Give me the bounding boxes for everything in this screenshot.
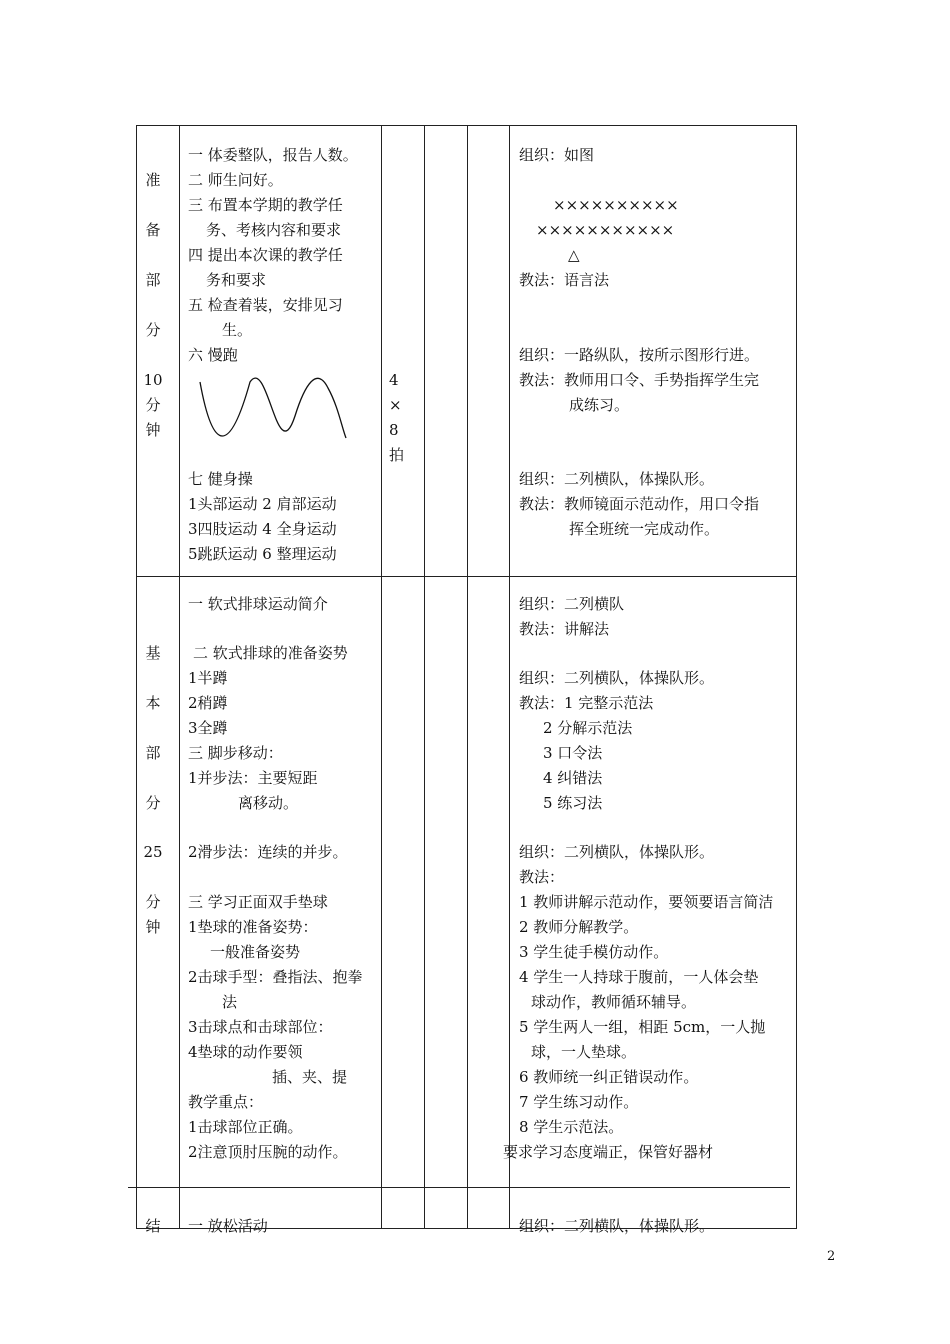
basic-content-line: 1并步法：主要短距 [188,769,318,787]
col-line-5 [509,125,510,1229]
col-line-3 [424,125,425,1229]
prep-method-line: 挥全班统一完成动作。 [569,520,720,538]
basic-duration-number: 25 [143,843,163,861]
prep-content-line: 5跳跃运动 6 整理运动 [188,545,337,563]
end-label: 结 [145,1217,161,1235]
basic-content-line: 2击球手型：叠指法、抱拳 [188,968,363,986]
basic-content-line: 教学重点： [188,1093,264,1111]
prep-duration-unit-1: 分 [145,396,161,414]
basic-content-line: 三 学习正面双手垫球 [188,893,328,911]
basic-method-line: 6 教师统一纠正错误动作。 [519,1068,699,1086]
prep-content-line: 务和要求 [206,271,267,289]
basic-method-line: 3 口令法 [543,744,603,762]
basic-duration-unit-2: 钟 [145,918,161,936]
prep-label-2: 备 [145,221,161,239]
basic-method-line: 教法： [519,868,565,886]
prep-content-line: 生。 [222,321,253,339]
prep-content-line: 三 布置本学期的教学任 [188,196,343,214]
basic-method-line: 2 分解示范法 [543,719,633,737]
prep-content-line: 六 慢跑 [188,346,238,364]
basic-content-line: 二 软式排球的准备姿势 [193,644,348,662]
prep-content-line: 五 检查着装，安排见习 [188,296,343,314]
prep-duration-unit-2: 钟 [145,421,161,439]
basic-content-line: 2注意顶肘压腕的动作。 [188,1143,348,1161]
prep-reps: 8 [389,421,399,439]
prep-method-line: 教法：教师用口令、手势指挥学生完 [519,371,760,389]
basic-method-line: 2 教师分解教学。 [519,918,639,936]
prep-content-line: 七 健身操 [188,470,253,488]
basic-method-line: 3 学生徒手模仿动作。 [519,943,669,961]
prep-reps: × [389,396,402,414]
basic-label-3: 部 [145,744,161,762]
basic-content-line: 4垫球的动作要领 [188,1043,303,1061]
page-number: 2 [827,1249,836,1264]
end-content-line: 一 放松活动 [188,1217,268,1235]
col-line-0 [136,125,137,1229]
prep-method-line: 教法：语言法 [519,271,610,289]
basic-method-line: 1 教师讲解示范动作，要领要语言简洁 [519,893,774,911]
prep-label-4: 分 [145,321,161,339]
col-line-6 [796,125,797,1229]
basic-content-line: 2滑步法：连续的并步。 [188,843,348,861]
basic-method-line: 教法：讲解法 [519,620,610,638]
prep-content-line: 一 体委整队，报告人数。 [188,146,358,164]
prep-method-line: 成练习。 [569,396,630,414]
basic-method-line: 4 纠错法 [543,769,603,787]
basic-method-line: 8 学生示范法。 [519,1118,624,1136]
prep-content-line: 3四肢运动 4 全身运动 [188,520,337,538]
prep-method-line: 组织：一路纵队，按所示图形行进。 [519,346,760,364]
basic-method-line: 组织：二列横队，体操队形。 [519,843,715,861]
basic-method-line: 5 学生两人一组，相距 5cm，一人抛 [519,1018,766,1036]
prep-method-line: 组织：二列横队，体操队形。 [519,470,715,488]
teacher-position-marker: △ [568,246,580,264]
prep-method-line: 组织：如图 [519,146,595,164]
basic-label-4: 分 [145,794,161,812]
basic-content-line: 1击球部位正确。 [188,1118,303,1136]
prep-duration-number: 10 [143,371,163,389]
prep-reps: 拍 [389,446,405,464]
basic-method-line: 教法：1 完整示范法 [519,694,654,712]
prep-label-3: 部 [145,271,161,289]
basic-label-1: 基 [145,644,161,662]
basic-content-line: 2稍蹲 [188,694,228,712]
basic-method-line: 组织：二列横队，体操队形。 [519,669,715,687]
formation-row-2: ××××××××××× [536,221,675,239]
formation-row-1: ×××××××××× [553,196,679,214]
jog-route-wave-diagram [195,376,353,444]
prep-content-line: 务、考核内容和要求 [206,221,342,239]
basic-content-line: 1半蹲 [188,669,228,687]
end-method-line: 组织：二列横队，体操队形。 [519,1217,715,1235]
basic-content-line: 插、夹、提 [272,1068,348,1086]
col-line-4 [467,125,468,1229]
row-divider-2 [128,1187,790,1188]
basic-method-line: 5 练习法 [543,794,603,812]
prep-reps: 4 [389,371,399,389]
basic-method-line: 要求学习态度端正，保管好器材 [503,1143,714,1161]
prep-content-line: 四 提出本次课的教学任 [188,246,343,264]
basic-content-line: 1垫球的准备姿势： [188,918,318,936]
prep-content-line: 1头部运动 2 肩部运动 [188,495,337,513]
col-line-1 [179,125,180,1229]
col-line-2 [381,125,382,1229]
basic-content-line: 3全蹲 [188,719,228,737]
basic-method-line: 球，一人垫球。 [531,1043,637,1061]
basic-content-line: 离移动。 [238,794,299,812]
basic-label-2: 本 [145,694,161,712]
basic-method-line: 4 学生一人持球于腹前，一人体会垫 [519,968,759,986]
basic-duration-unit-1: 分 [145,893,161,911]
prep-label-1: 准 [145,171,161,189]
basic-content-line: 3击球点和击球部位： [188,1018,333,1036]
basic-content-line: 一般准备姿势 [210,943,301,961]
basic-content-line: 三 脚步移动： [188,744,283,762]
basic-method-line: 组织：二列横队 [519,595,625,613]
basic-method-line: 球动作，教师循环辅导。 [531,993,697,1011]
prep-method-line: 教法：教师镜面示范动作，用口令指 [519,495,760,513]
basic-method-line: 7 学生练习动作。 [519,1093,639,1111]
basic-content-line: 法 [222,993,238,1011]
basic-content-line: 一 软式排球运动简介 [188,595,328,613]
prep-content-line: 二 师生问好。 [188,171,283,189]
